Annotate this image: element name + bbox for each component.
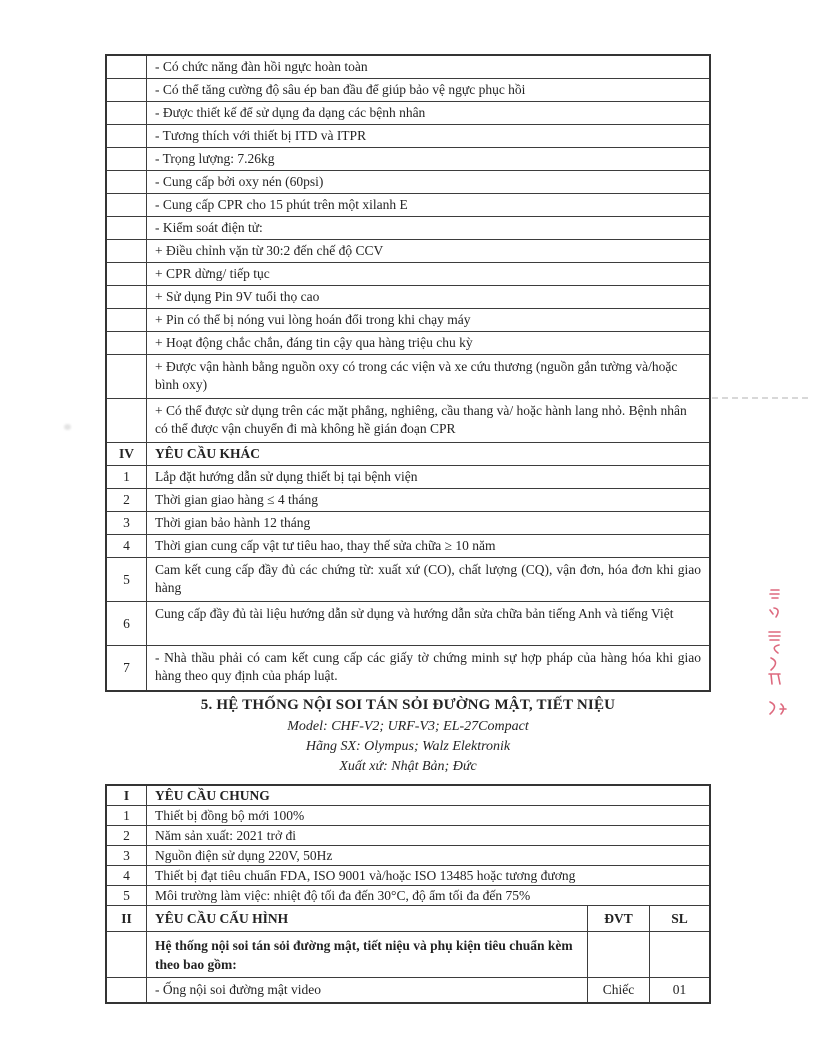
- table-row: [107, 443, 709, 466]
- row-text: Cam kết cung cấp đầy đủ các chứng từ: xuất xứ (CO), chất lượng (CQ), vận đơn, hóa đơn khi giao hàng: [155, 562, 701, 595]
- row-text: Thời gian giao hàng ≤ 4 tháng: [155, 492, 319, 507]
- row-text: - Cung cấp CPR cho 15 phút trên một xilanh E: [155, 197, 408, 212]
- row-number: 5: [107, 886, 147, 905]
- table-row: [107, 489, 709, 512]
- row-number: IV: [107, 443, 147, 465]
- row-text: + Hoạt động chắc chắn, đáng tin cậy qua hàng triệu chu kỳ: [155, 335, 473, 350]
- row-number: [107, 194, 147, 216]
- table-row: [107, 217, 709, 240]
- row-number: 2: [107, 489, 147, 511]
- red-margin-marks: [758, 586, 790, 726]
- table-row: [107, 125, 709, 148]
- row-number: 6: [107, 602, 147, 645]
- row-text: + CPR dừng/ tiếp tục: [155, 266, 270, 281]
- table-row: [107, 194, 709, 217]
- unit-cell: Chiếc: [587, 978, 649, 1002]
- manufacturer-line: Hãng SX: Olympus; Walz Elektronik: [305, 739, 511, 754]
- row-number: 7: [107, 646, 147, 690]
- row-number: [107, 332, 147, 354]
- table-row: [107, 826, 709, 846]
- row-text: - Có chức năng đàn hồi ngực hoàn toàn: [155, 59, 368, 74]
- row-number: [107, 171, 147, 193]
- row-text: YÊU CẦU KHÁC: [155, 446, 261, 461]
- row-number: II: [107, 906, 147, 931]
- table-row: [107, 309, 709, 332]
- row-text: Cung cấp đầy đủ tài liệu hướng dẫn sử dụng và hướng dẫn sửa chữa bản tiếng Anh và tiếng Việt: [155, 606, 674, 621]
- table-row: [107, 56, 709, 79]
- table-row: [107, 148, 709, 171]
- row-text: Thời gian cung cấp vật tư tiêu hao, thay thế sửa chữa ≥ 10 năm: [155, 538, 496, 553]
- table-row: [107, 286, 709, 309]
- row-text: - Cung cấp bởi oxy nén (60psi): [155, 174, 324, 189]
- row-text: + Sử dụng Pin 9V tuổi thọ cao: [155, 289, 320, 304]
- model-line: Model: CHF-V2; URF-V3; EL-27Compact: [287, 719, 529, 734]
- row-number: 3: [107, 846, 147, 865]
- row-text: - Nhà thầu phải có cam kết cung cấp các giấy tờ chứng minh sự hợp pháp của hàng hóa khi giao hàng theo quy định của pháp luật.: [155, 650, 701, 683]
- table-row: [107, 646, 709, 690]
- table-row: [107, 263, 709, 286]
- spec-table-cpr-device: [105, 54, 711, 692]
- row-number: [107, 978, 147, 1002]
- section-title: 5. HỆ THỐNG NỘI SOI TÁN SỎI ĐƯỜNG MẬT, TIẾT NIỆU: [200, 697, 616, 713]
- table-row: [107, 512, 709, 535]
- table-row: [107, 466, 709, 489]
- row-text: Môi trường làm việc: nhiệt độ tối đa đến 30°C, độ ẩm tối đa đến 75%: [155, 888, 531, 903]
- row-number: 1: [107, 806, 147, 825]
- scan-smudge: [64, 424, 71, 430]
- row-number: [107, 125, 147, 147]
- row-text: + Pin có thể bị nóng vui lòng hoán đổi trong khi chạy máy: [155, 312, 471, 327]
- row-text: - Kiểm soát điện tử:: [155, 220, 263, 235]
- scan-dashed-line-artifact: [712, 397, 808, 399]
- row-number: 4: [107, 535, 147, 557]
- row-number: [107, 217, 147, 239]
- table-row: [107, 102, 709, 125]
- row-number: [107, 56, 147, 78]
- row-number: [107, 148, 147, 170]
- row-text: YÊU CẦU CHUNG: [155, 788, 270, 803]
- row-text: - Tương thích với thiết bị ITD và ITPR: [155, 128, 367, 143]
- row-number: [107, 309, 147, 331]
- row-number: 2: [107, 826, 147, 845]
- table-row: [107, 332, 709, 355]
- row-text: + Điều chỉnh vặn từ 30:2 đến chế độ CCV: [155, 243, 384, 258]
- row-number: [107, 240, 147, 262]
- unit-cell: [587, 932, 649, 977]
- row-text: Thời gian bảo hành 12 tháng: [155, 515, 311, 530]
- row-text: - Có thể tăng cường độ sâu ép ban đầu để giúp bảo vệ ngực phục hồi: [155, 82, 526, 97]
- qty-cell: SL: [649, 906, 709, 931]
- row-number: [107, 79, 147, 101]
- qty-cell: [649, 932, 709, 977]
- row-number: [107, 932, 147, 977]
- spec-table-endoscopy-system: [105, 784, 711, 1004]
- table-row: [107, 906, 709, 932]
- table-row: [107, 886, 709, 906]
- row-number: 5: [107, 558, 147, 601]
- row-text: Năm sản xuất: 2021 trở đi: [155, 828, 296, 843]
- row-number: I: [107, 786, 147, 805]
- row-text: Nguồn điện sử dụng 220V, 50Hz: [155, 848, 333, 863]
- row-number: [107, 399, 147, 442]
- row-text: Hệ thống nội soi tán sỏi đường mật, tiết niệu và phụ kiện tiêu chuẩn kèm theo bao gồm:: [155, 938, 573, 972]
- table-row: [107, 978, 709, 1002]
- unit-cell: ĐVT: [587, 906, 649, 931]
- row-text: YÊU CẦU CẤU HÌNH: [155, 911, 289, 926]
- section-heading: [105, 697, 711, 777]
- row-number: [107, 355, 147, 398]
- table-row: [107, 240, 709, 263]
- table-row: [107, 535, 709, 558]
- row-text: Lắp đặt hướng dẫn sử dụng thiết bị tại bệnh viện: [155, 469, 418, 484]
- row-number: 3: [107, 512, 147, 534]
- table-row: [107, 932, 709, 978]
- origin-line: Xuất xứ: Nhật Bản; Đức: [339, 759, 477, 774]
- table-row: [107, 79, 709, 102]
- row-text: + Được vận hành bằng nguồn oxy có trong các viện và xe cứu thương (nguồn gắn tường và/hoặc bình oxy): [155, 359, 678, 392]
- row-text: + Có thể được sử dụng trên các mặt phẳng, nghiêng, cầu thang và/ hoặc hành lang nhỏ. Bệnh nhân có thể được vận chuyển đi mà không hề gián đoạn CPR: [155, 403, 687, 436]
- table-row: [107, 399, 709, 443]
- table-row: [107, 866, 709, 886]
- row-number: [107, 263, 147, 285]
- row-number: 4: [107, 866, 147, 885]
- table-row: [107, 171, 709, 194]
- row-text: - Ống nội soi đường mật video: [155, 982, 321, 997]
- table-row: [107, 602, 709, 646]
- table-row: [107, 558, 709, 602]
- row-number: [107, 102, 147, 124]
- qty-cell: 01: [649, 978, 709, 1002]
- table-row: [107, 355, 709, 399]
- table-row: [107, 786, 709, 806]
- row-text: - Được thiết kế để sử dụng đa dạng các bệnh nhân: [155, 105, 426, 120]
- row-text: Thiết bị đồng bộ mới 100%: [155, 808, 305, 823]
- row-number: [107, 286, 147, 308]
- row-text: Thiết bị đạt tiêu chuẩn FDA, ISO 9001 và/hoặc ISO 13485 hoặc tương đương: [155, 868, 576, 883]
- row-number: 1: [107, 466, 147, 488]
- row-text: - Trọng lượng: 7.26kg: [155, 151, 275, 166]
- table-row: [107, 806, 709, 826]
- table-row: [107, 846, 709, 866]
